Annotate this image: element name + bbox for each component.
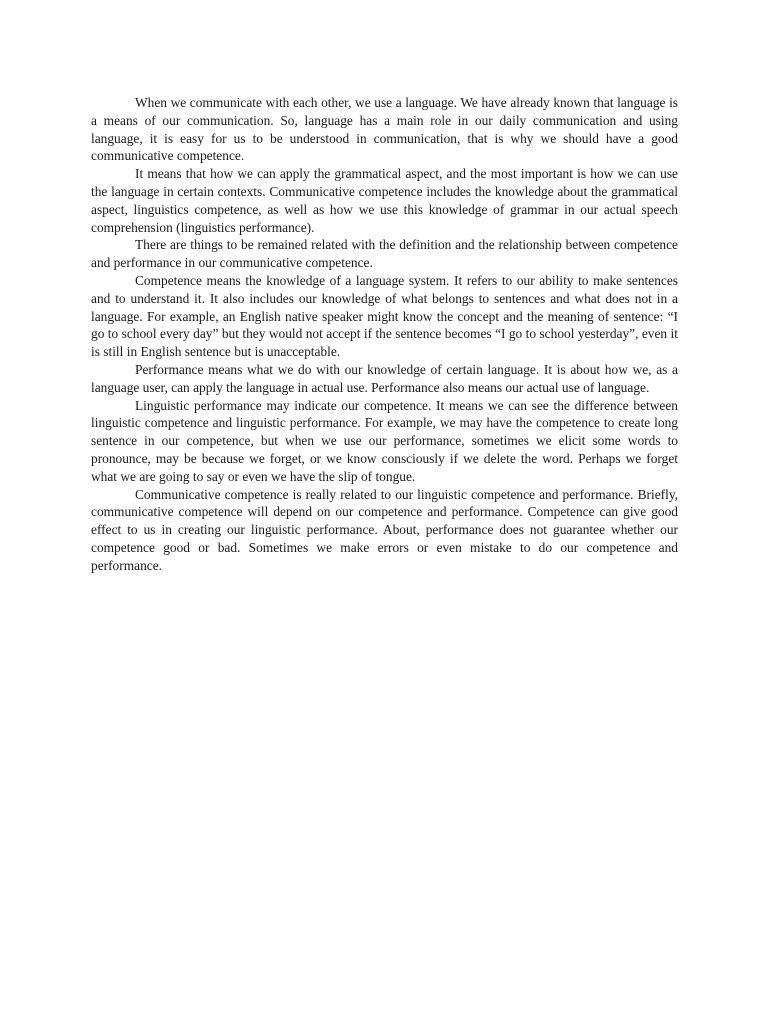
document-body xyxy=(91,94,678,575)
paragraph-1: When we communicate with each other, we use a language. We have already known that language is a means of our communication. So, language has a main role in our daily communication and using language, it is easy for us to be understood in communication, that is why we should have a good communicative competence. xyxy=(91,95,678,164)
paragraph-3: There are things to be remained related with the definition and the relationship between competence and performance in our communicative competence. xyxy=(91,237,678,271)
paragraph-6: Linguistic performance may indicate our competence. It means we can see the difference between linguistic competence and linguistic performance. For example, we may have the competence to create long sentence in our competence, but when we use our performance, sometimes we elicit some words to pronounce, may be because we forget, or we know consciously if we delete the word. Perhaps we forget what we are going to say or even we have the slip of tongue. xyxy=(91,397,678,484)
paragraph-4: Competence means the knowledge of a language system. It refers to our ability to make sentences and to understand it. It also includes our knowledge of what belongs to sentences and what does not in a language. For example, an English native speaker might know the concept and the meaning of sentence: “I go to school every day” but they would not accept if the sentence becomes “I go to school yesterday”, even it is still in English sentence but is unacceptable. xyxy=(91,272,678,360)
paragraph-7: Communicative competence is really related to our linguistic competence and performance. Briefly, communicative competence will depend on our competence and performance. Competence can give good effect to us in creating our linguistic performance. About, performance does not guarantee whether our competence good or bad. Sometimes we make errors or even mistake to do our competence and performance. xyxy=(91,486,678,573)
paragraph-2: It means that how we can apply the grammatical aspect, and the most important is how we can use the language in certain contexts. Communicative competence includes the knowledge about the grammatical aspect, linguistics competence, as well as how we use this knowledge of grammar in our actual speech comprehension (linguistics performance). xyxy=(91,166,678,235)
paragraph-5: Performance means what we do with our knowledge of certain language. It is about how we, as a language user, can apply the language in actual use. Performance also means our actual use of language. xyxy=(91,361,678,395)
